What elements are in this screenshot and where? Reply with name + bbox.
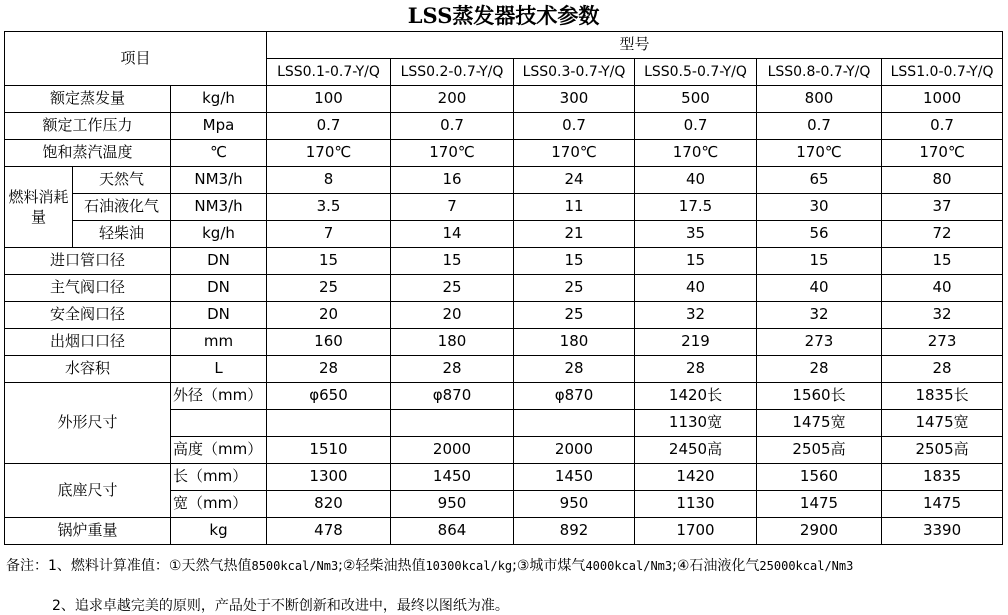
cell-value: 800 — [757, 85, 882, 112]
cell-value: 15 — [514, 247, 635, 274]
note-drawing-standard: 2、追求卓越完美的原则，产品处于不断创新和改进中，最终以图纸为准。 — [52, 598, 509, 614]
cell-value: 32 — [757, 301, 882, 328]
table-title: LSS蒸发器技术参数 — [5, 0, 1003, 31]
cell-value: 11 — [514, 193, 635, 220]
cell-value: 1000 — [882, 85, 1003, 112]
cell-value: 180 — [391, 328, 514, 355]
cell-value: 17.5 — [635, 193, 757, 220]
cell-value: 80 — [882, 166, 1003, 193]
cell-value: 219 — [635, 328, 757, 355]
cell-value: 0.7 — [391, 112, 514, 139]
cell-value: 25 — [391, 274, 514, 301]
row-base-length — [5, 463, 1003, 490]
cell-value: φ870 — [514, 382, 635, 409]
cell-value: 14 — [391, 220, 514, 247]
cell-value: 0.7 — [757, 112, 882, 139]
cell-value: 28 — [635, 355, 757, 382]
row-temperature — [5, 139, 1003, 166]
cell-value — [391, 409, 514, 436]
cell-value: 32 — [882, 301, 1003, 328]
model-name: LSS0.3-0.7-Y/Q — [514, 58, 635, 85]
cell-value: 1475 — [882, 490, 1003, 517]
cell-value: 1475宽 — [757, 409, 882, 436]
cell-value: 950 — [391, 490, 514, 517]
cell-value: 2000 — [514, 436, 635, 463]
cell-value: 0.7 — [635, 112, 757, 139]
row-label: 主气阀口径 — [5, 274, 171, 301]
cell-value: 160 — [267, 328, 391, 355]
cell-value: 2000 — [391, 436, 514, 463]
cell-value: 2450高 — [635, 436, 757, 463]
cell-value: 8 — [267, 166, 391, 193]
cell-value: 1450 — [391, 463, 514, 490]
row-main-valve — [5, 274, 1003, 301]
cell-value: 1560 — [757, 463, 882, 490]
row-label: 水容积 — [5, 355, 171, 382]
row-boiler-weight — [5, 517, 1003, 544]
cell-value — [267, 409, 391, 436]
row-label: 石油液化气 — [73, 193, 171, 220]
note-text: 备注：1、燃料计算准值：①天然气热值 — [6, 558, 252, 574]
cell-value: 170℃ — [514, 139, 635, 166]
cell-value: 1475宽 — [882, 409, 1003, 436]
cell-value: 1475 — [757, 490, 882, 517]
cell-value: 300 — [514, 85, 635, 112]
cell-value: 28 — [882, 355, 1003, 382]
cell-value: 170℃ — [757, 139, 882, 166]
row-unit: kg — [171, 517, 267, 544]
cell-value: 37 — [882, 193, 1003, 220]
row-unit: DN — [171, 274, 267, 301]
cell-value: 25 — [514, 274, 635, 301]
cell-value: 478 — [267, 517, 391, 544]
cell-value: 15 — [757, 247, 882, 274]
cell-value: 820 — [267, 490, 391, 517]
note-value: 8500kcal/Nm3 — [251, 559, 339, 573]
cell-value: 32 — [635, 301, 757, 328]
row-label: 额定工作压力 — [5, 112, 171, 139]
cell-value: 0.7 — [882, 112, 1003, 139]
cell-value: 25 — [267, 274, 391, 301]
cell-value: 170℃ — [267, 139, 391, 166]
cell-value: 273 — [757, 328, 882, 355]
cell-value: 273 — [882, 328, 1003, 355]
cell-value: 892 — [514, 517, 635, 544]
row-evaporation — [5, 85, 1003, 112]
cell-value: 24 — [514, 166, 635, 193]
row-unit: ℃ — [171, 139, 267, 166]
fuel-consumption-label: 燃料消耗量 — [5, 166, 73, 247]
cell-value: 2505高 — [757, 436, 882, 463]
cell-value: φ650 — [267, 382, 391, 409]
model-name: LSS1.0-0.7-Y/Q — [882, 58, 1003, 85]
note-value: 10300kcal/kg — [425, 559, 513, 573]
row-flue-outlet — [5, 328, 1003, 355]
cell-value: 72 — [882, 220, 1003, 247]
row-label: 额定蒸发量 — [5, 85, 171, 112]
row-label: 轻柴油 — [73, 220, 171, 247]
base-size-label: 底座尺寸 — [5, 463, 171, 517]
row-label: 饱和蒸汽温度 — [5, 139, 171, 166]
row-outer-diameter — [5, 382, 1003, 409]
row-unit: DN — [171, 301, 267, 328]
note-text: ;②轻柴油热值 — [338, 558, 426, 574]
cell-value: 1130宽 — [635, 409, 757, 436]
cell-value: 2505高 — [882, 436, 1003, 463]
row-lpg — [5, 193, 1003, 220]
cell-value: 1510 — [267, 436, 391, 463]
cell-value: 950 — [514, 490, 635, 517]
row-label: 天然气 — [73, 166, 171, 193]
cell-value: 3.5 — [267, 193, 391, 220]
row-label: 高度（mm） — [171, 436, 267, 463]
row-label: 锅炉重量 — [5, 517, 171, 544]
cell-value: 1700 — [635, 517, 757, 544]
cell-value: 170℃ — [882, 139, 1003, 166]
row-label: 长（mm） — [171, 463, 267, 490]
cell-value: 40 — [635, 166, 757, 193]
row-unit: kg/h — [171, 85, 267, 112]
row-unit: DN — [171, 247, 267, 274]
row-unit: mm — [171, 328, 267, 355]
note-value: 4000kcal/Nm3 — [585, 559, 673, 573]
row-label: 进口管口径 — [5, 247, 171, 274]
cell-value: 1420 — [635, 463, 757, 490]
cell-value: 170℃ — [391, 139, 514, 166]
row-light-oil — [5, 220, 1003, 247]
model-name: LSS0.5-0.7-Y/Q — [635, 58, 757, 85]
model-name: LSS0.1-0.7-Y/Q — [267, 58, 391, 85]
row-natural-gas — [5, 166, 1003, 193]
cell-value: 200 — [391, 85, 514, 112]
cell-value: 35 — [635, 220, 757, 247]
cell-value: 0.7 — [267, 112, 391, 139]
cell-value: 40 — [882, 274, 1003, 301]
cell-value: 1420长 — [635, 382, 757, 409]
cell-value: 15 — [635, 247, 757, 274]
note-text: ;④石油液化气 — [672, 558, 760, 574]
cell-value: 1835 — [882, 463, 1003, 490]
dimensions-label: 外形尺寸 — [5, 382, 171, 463]
cell-value: 65 — [757, 166, 882, 193]
cell-value: 1560长 — [757, 382, 882, 409]
cell-value: 56 — [757, 220, 882, 247]
cell-value: 20 — [267, 301, 391, 328]
cell-value: 20 — [391, 301, 514, 328]
model-name: LSS0.8-0.7-Y/Q — [757, 58, 882, 85]
cell-value: 15 — [882, 247, 1003, 274]
cell-value — [514, 409, 635, 436]
row-label: 外径（mm） — [171, 382, 267, 409]
empty-cell — [171, 409, 267, 436]
row-label: 出烟口口径 — [5, 328, 171, 355]
spec-table — [4, 0, 1003, 545]
cell-value: 28 — [267, 355, 391, 382]
cell-value: 1300 — [267, 463, 391, 490]
cell-value: φ870 — [391, 382, 514, 409]
note-value: 25000kcal/Nm3 — [759, 559, 854, 573]
row-safety-valve — [5, 301, 1003, 328]
row-label: 宽（mm） — [171, 490, 267, 517]
model-header: 型号 — [267, 31, 1003, 58]
row-water-volume — [5, 355, 1003, 382]
cell-value: 0.7 — [514, 112, 635, 139]
row-unit: kg/h — [171, 220, 267, 247]
cell-value: 40 — [757, 274, 882, 301]
row-unit: Mpa — [171, 112, 267, 139]
row-pressure — [5, 112, 1003, 139]
cell-value: 15 — [391, 247, 514, 274]
cell-value: 7 — [391, 193, 514, 220]
cell-value: 1130 — [635, 490, 757, 517]
cell-value: 1450 — [514, 463, 635, 490]
cell-value: 25 — [514, 301, 635, 328]
row-label: 安全阀口径 — [5, 301, 171, 328]
cell-value: 21 — [514, 220, 635, 247]
row-unit: NM3/h — [171, 166, 267, 193]
cell-value: 28 — [757, 355, 882, 382]
cell-value: 100 — [267, 85, 391, 112]
cell-value: 30 — [757, 193, 882, 220]
model-name: LSS0.2-0.7-Y/Q — [391, 58, 514, 85]
row-unit: NM3/h — [171, 193, 267, 220]
row-inlet-pipe — [5, 247, 1003, 274]
cell-value: 40 — [635, 274, 757, 301]
cell-value: 7 — [267, 220, 391, 247]
cell-value: 170℃ — [635, 139, 757, 166]
cell-value: 15 — [267, 247, 391, 274]
note-text: ;③城市煤气 — [512, 558, 586, 574]
item-header: 项目 — [5, 31, 267, 85]
cell-value: 16 — [391, 166, 514, 193]
cell-value: 28 — [391, 355, 514, 382]
row-unit: L — [171, 355, 267, 382]
cell-value: 180 — [514, 328, 635, 355]
cell-value: 1835长 — [882, 382, 1003, 409]
cell-value: 2900 — [757, 517, 882, 544]
note-fuel-standards — [6, 555, 853, 575]
cell-value: 864 — [391, 517, 514, 544]
cell-value: 500 — [635, 85, 757, 112]
cell-value: 3390 — [882, 517, 1003, 544]
cell-value: 28 — [514, 355, 635, 382]
